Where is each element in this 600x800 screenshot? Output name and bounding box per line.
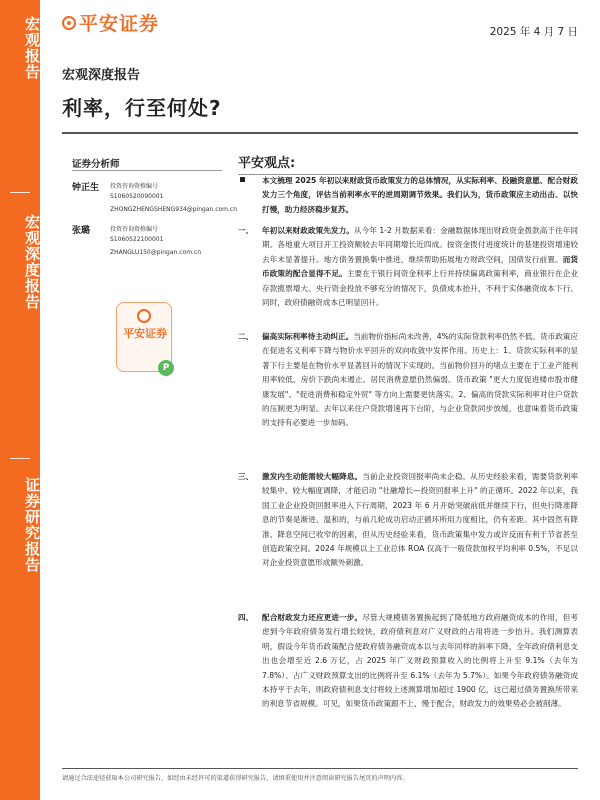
point-text-secondary: 主要在于银行间资金利率上行并持续偏离政策利率，商业银行在企业存款揽票增大、央行资金投放不够充分的情况下，负债成本抬升，不利于实体融资成本下行。同时，政府债融资成本已明显回升。	[262, 269, 578, 308]
report-date: 2025 年 4 月 7 日	[489, 26, 578, 38]
sidebar-label-macro-deep-report: 宏观深度报告	[23, 214, 41, 310]
viewpoints-heading: 平安观点:	[238, 156, 296, 171]
brand-mark-icon	[137, 309, 151, 323]
point-number: 四、	[238, 613, 254, 622]
brand-name: 平安证券	[79, 13, 160, 35]
brand-logo	[62, 9, 159, 36]
analyst-cert-label: 投资咨询资格编号	[110, 183, 159, 190]
analyst-name: 钟正生	[72, 183, 100, 193]
point-text: 从今年 1-2 月数据来看：金融数据体现出财政资金拨款高于往年同期。各地重大项目开工投资额较去年同期增长近四成。按资金拨付进度统计的基建投资增速较去年末显著提升。地方债务置换集中推进，继续帮助拓展地方财政空间，国债发行前置。	[262, 226, 579, 264]
point-paragraph	[238, 470, 578, 571]
point-lead: 配合财政发力还应更进一步。	[262, 613, 363, 622]
watermark-badge-icon: P	[158, 360, 174, 376]
summary-paragraph	[238, 174, 578, 217]
summary-text: 本文梳理 2025 年初以来财政货币政策发力的总体情况，从实际利率、投融资意愿、配合财政发力三个角度，评估当前利率水平的逆周期调节效果。我们认为，货币政策应主动出击、以快打慢，助力经济稳步复苏。	[262, 176, 578, 214]
sidebar-label-macro-report: 宏观报告	[23, 16, 41, 80]
footer-disclaimer: 请通过合法途径获取本公司研究报告，如经由未经许可的渠道获得研究报告，请慎重使用并注意阅读研究报告尾页的声明内容。	[62, 775, 409, 782]
analyst-name: 张璐	[72, 226, 91, 236]
sidebar-label-securities-research: 证券研究报告	[23, 477, 41, 573]
point-paragraph	[238, 330, 578, 431]
point-lead-secondary: 而货币政策的配合显得不足。	[262, 254, 579, 279]
analyst-email[interactable]: ZHANGLU150@pingan.com.cn	[110, 249, 202, 256]
analysts-divider	[72, 170, 222, 171]
point-paragraph	[238, 611, 578, 712]
watermark-text: 平安证券	[123, 327, 167, 340]
point-paragraph	[238, 224, 578, 310]
point-text: 尽管大规模债务置换起到了降低地方政府融资成本的作用，但考虑到今年政府债务发行增长较快，政府债利息对广义财政的占用将进一步抬升。我们测算表明，假设今年货币政策配合使政府债务融资成本以与去年同样的斜率下降，全年政府债利息支出也会增至近 2.6 万亿，占 2025 年广义财政预算收入的比例将上升至 9.1%（去年为 7.8%）、占广义财政预算支出的比例将升至 6.1%（去年为 5.7%）。如果今年政府债务融资成本持平于去年，则政府债利息支付将较上述测算增加超过 1900 亿，这已超过债务置换所带来的利息节省规模。可见，如果货币政策跟不上、慢于配合，财政发力的效果势必会被削薄。	[262, 613, 578, 709]
page-title: 利率，行至何处?	[62, 96, 222, 120]
point-number: 一、	[238, 226, 254, 235]
analyst-cert-number: S1060520090001	[110, 193, 164, 200]
footer	[62, 773, 578, 782]
square-bullet-icon	[240, 177, 245, 182]
brand-mark-icon	[62, 16, 76, 30]
analyst-cert-label: 投资咨询资格编号	[110, 226, 159, 233]
sidebar	[0, 0, 40, 800]
point-lead: 偏高实际利率待主动纠正。	[262, 332, 354, 341]
sidebar-divider	[10, 458, 30, 459]
analyst-email[interactable]: ZHONGZHENGSHENG934@pingan.com.cn	[110, 206, 238, 213]
point-text: 当前物价指标尚未改善，4%的实际贷款利率仍然不低。货币政策应在促进名义利率下降与物价水平回升的双向收敛中发挥作用。历史上：1、贷款实际利率的显著下行主要是在物价水平显著回升的情况下实现的。当前物价回升的堵点主要在于工业产能利用率较低、房价下跌尚未遏止、居民消费意愿仍然偏弱。货币政策 "更大力度促进楼市股市健康发展"、"促进消费和稳定外贸" 等方向上需要更快落实。2、偏高的贷款实际利率对住户贷款的压制更为明显。去年以来住户贷款增速再下台阶，与企业贷款同步放缓，也意味着货币政策的支持有必要进一步加码。	[262, 332, 578, 428]
point-number: 三、	[238, 472, 254, 481]
point-lead: 年初以来财政政策先发力。	[262, 226, 354, 235]
sidebar-divider	[10, 192, 30, 193]
point-lead: 激发内生动能需较大幅降息。	[262, 472, 363, 481]
header-divider	[62, 132, 578, 134]
point-number: 二、	[238, 332, 254, 341]
report-type: 宏观深度报告	[62, 68, 141, 83]
footer-divider	[62, 768, 578, 769]
analyst-cert-number: S1060522100001	[110, 236, 164, 243]
analysts-heading: 证券分析师	[72, 159, 120, 170]
point-text: 当前企业投资回报率尚未企稳。从历史经验来看，需要贷款利率较集中、较大幅度调降，才能启动 "社融增长—投资回报率上升" 的正循环。2022 年以来，我国工业企业投资回报率进入下行周期，2023 年 6 月开始突破前低并继续下行，但央行降准降息的节奏是渐进、温和的，与前几轮成功启动正循环所用力度相比，仍有差距。其中固然有降准、降息空间已收窄的因素，但从历史经验来看，货币政策集中发力或许反而有利于节省甚至创造政策空间。2024 年规模以上工业总体 ROA 仅高于一般贷款加权平均利率 0.5%，不足以对企业投资意愿形成额外刺激。	[262, 472, 578, 568]
